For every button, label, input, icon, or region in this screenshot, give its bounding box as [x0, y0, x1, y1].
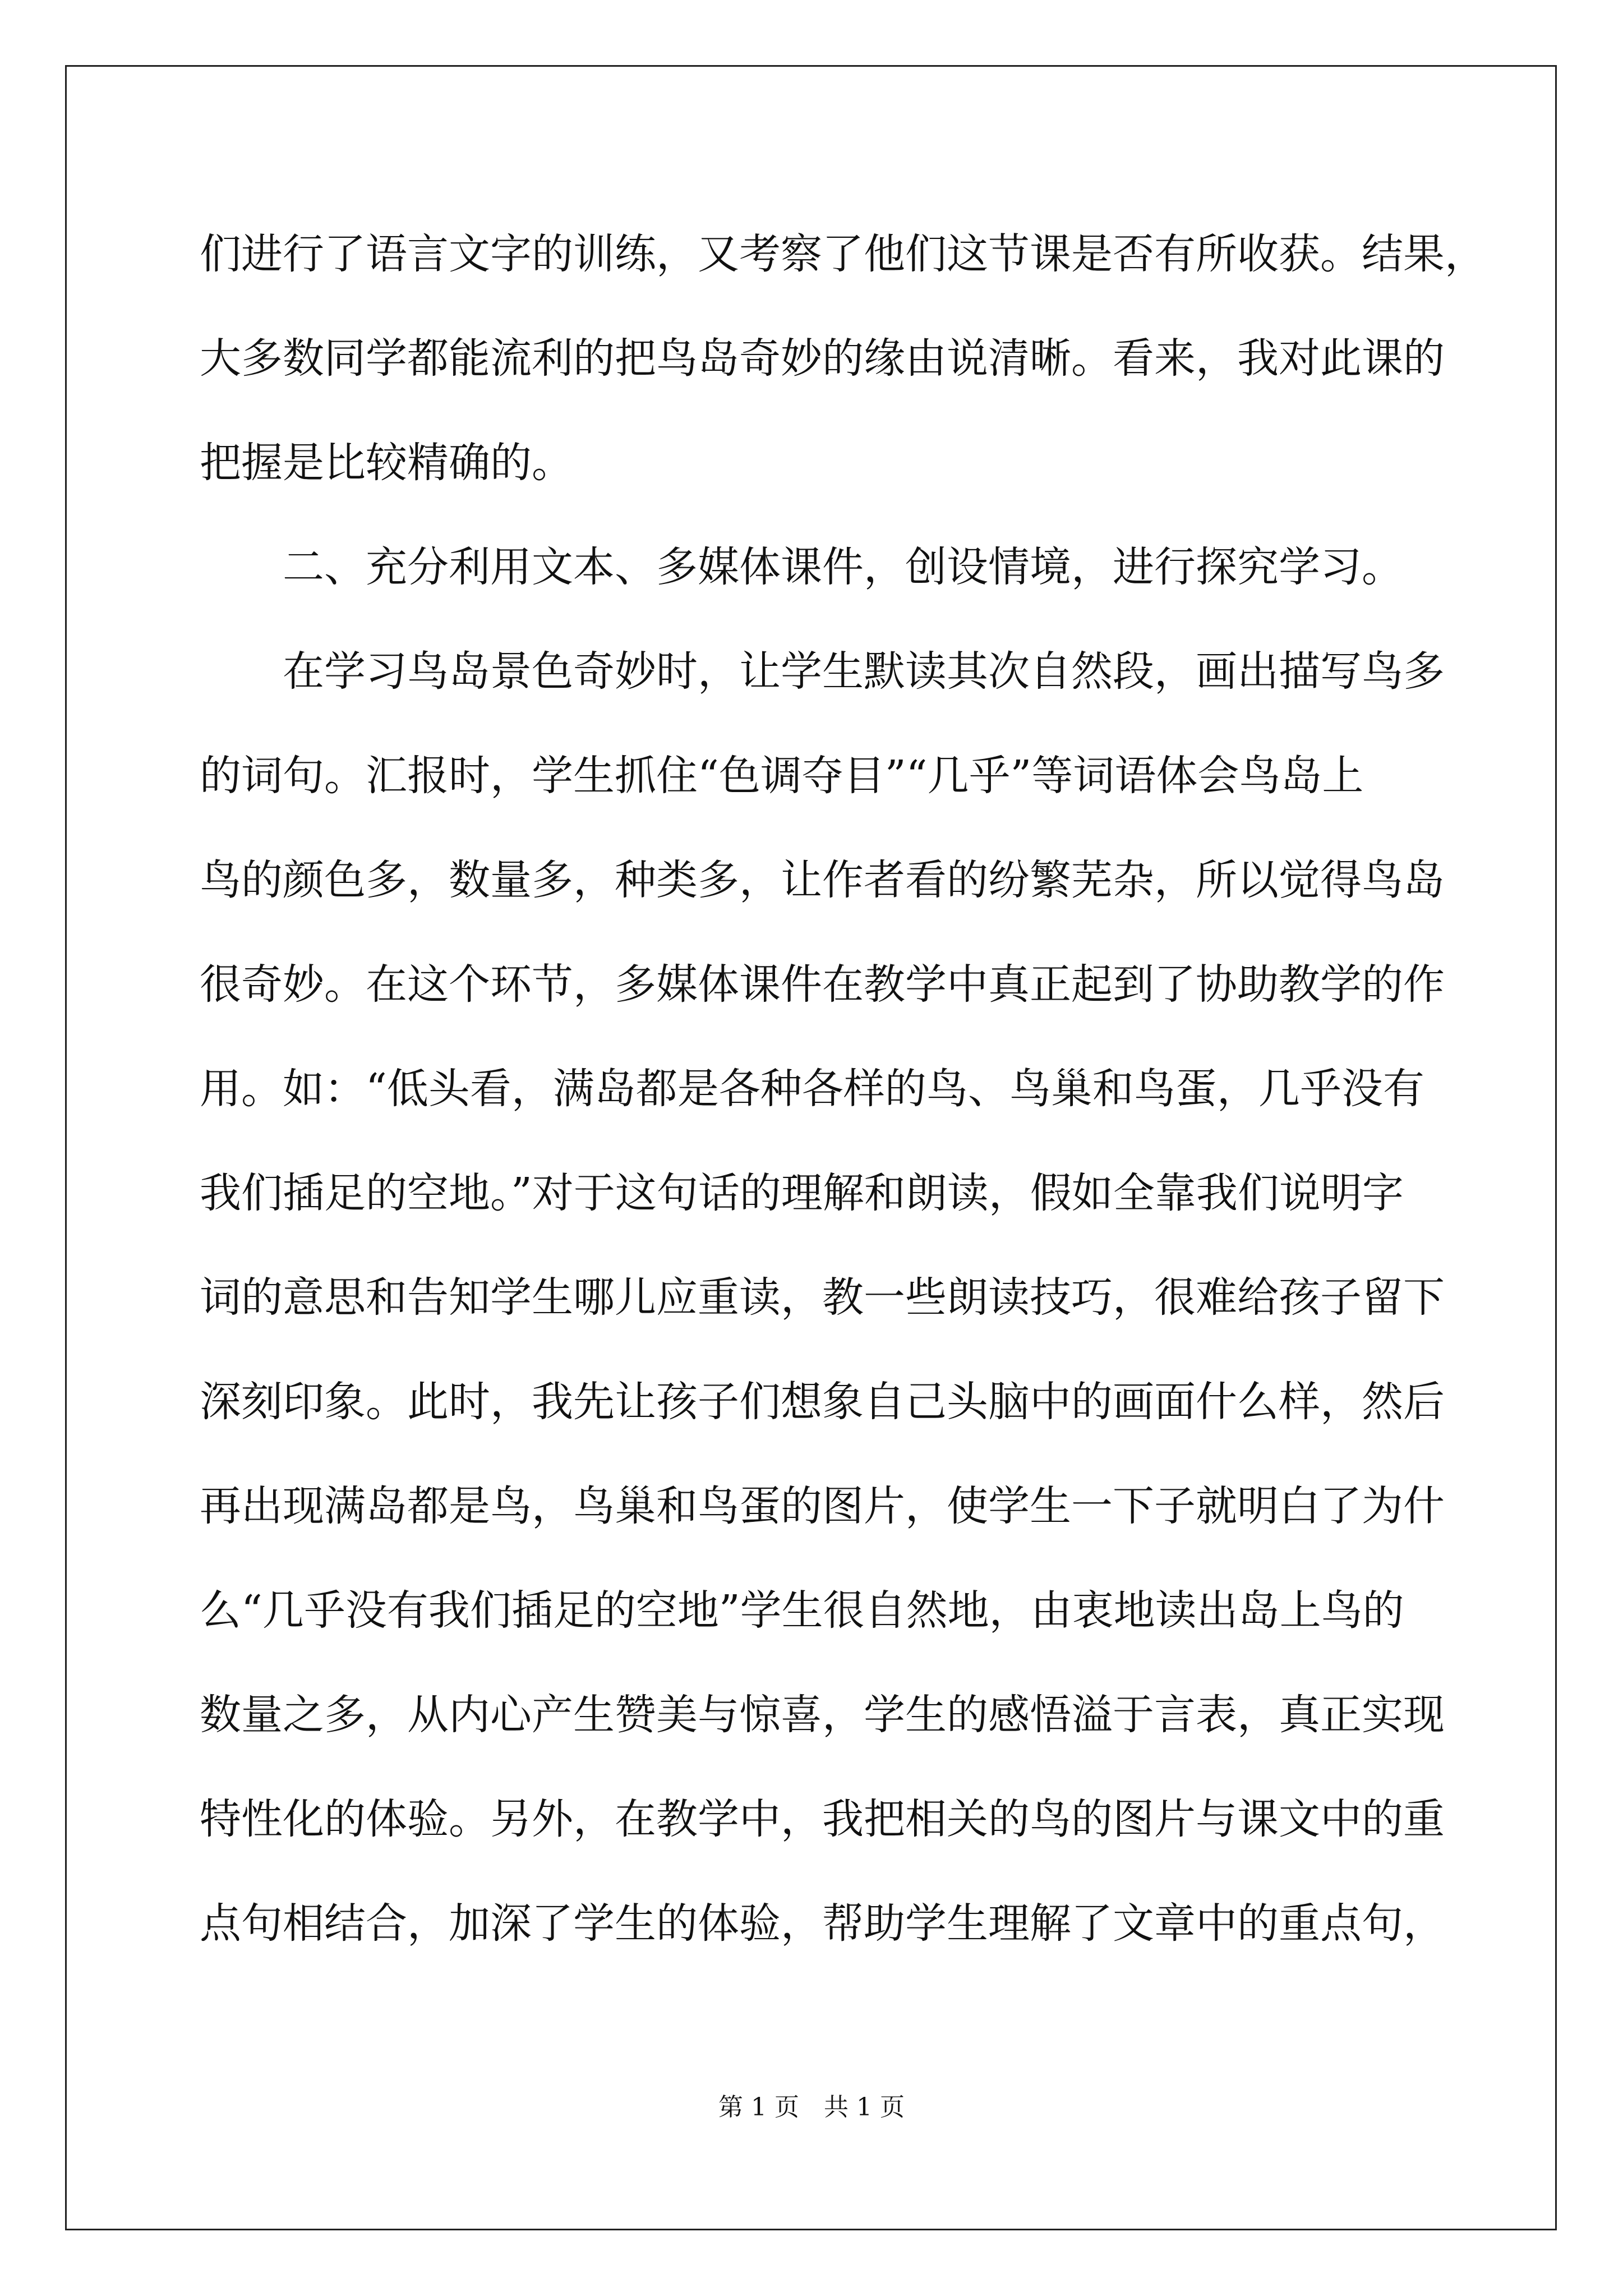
paragraph-start: 在学习鸟岛景色奇妙时，让学生默读其次自然段，画出描写鸟多	[283, 647, 1445, 696]
text-line: 大多数同学都能流利的把鸟岛奇妙的缘由说清晰。看来，我对此课的	[200, 334, 1445, 383]
text-line: 把握是比较精确的。	[200, 439, 573, 487]
text-line: 我们插足的空地。”对于这句话的理解和朗读，假如全靠我们说明字	[200, 1169, 1404, 1217]
text-line: 点句相结合，加深了学生的体验，帮助学生理解了文章中的重点句，	[200, 1899, 1445, 1948]
text-line: 特性化的体验。另外，在教学中，我把相关的鸟的图片与课文中的重	[200, 1795, 1445, 1843]
document-body	[200, 202, 1486, 1976]
text-line: 词的意思和告知学生哪儿应重读，教一些朗读技巧，很难给孩子留下	[200, 1273, 1445, 1322]
text-line: 深刻印象。此时，我先让孩子们想象自己头脑中的画面什么样，然后	[200, 1378, 1445, 1426]
page-number-footer: 第 1 页 共 1 页	[718, 2093, 905, 2122]
text-line: 用。如：“低头看，满岛都是各种各样的鸟、鸟巢和鸟蛋，几乎没有	[200, 1065, 1424, 1113]
section-heading: 二、充分利用文本、多媒体课件，创设情境，进行探究学习。	[283, 543, 1403, 591]
text-line: 鸟的颜色多，数量多，种类多，让作者看的纷繁芜杂，所以觉得鸟岛	[200, 856, 1445, 904]
text-line: 数量之多，从内心产生赞美与惊喜，学生的感悟溢于言表，真正实现	[200, 1691, 1445, 1739]
text-line: 么“几乎没有我们插足的空地”学生很自然地，由衷地读出岛上鸟的	[200, 1586, 1404, 1635]
text-line: 很奇妙。在这个环节，多媒体课件在教学中真正起到了协助教学的作	[200, 960, 1445, 1009]
text-line: 们进行了语言文字的训练，又考察了他们这节课是否有所收获。结果，	[200, 230, 1486, 278]
text-line: 的词句。汇报时，学生抓住“色调夺目”“几乎”等词语体会鸟岛上	[200, 752, 1364, 800]
text-line: 再出现满岛都是鸟，鸟巢和鸟蛋的图片，使学生一下子就明白了为什	[200, 1482, 1445, 1530]
